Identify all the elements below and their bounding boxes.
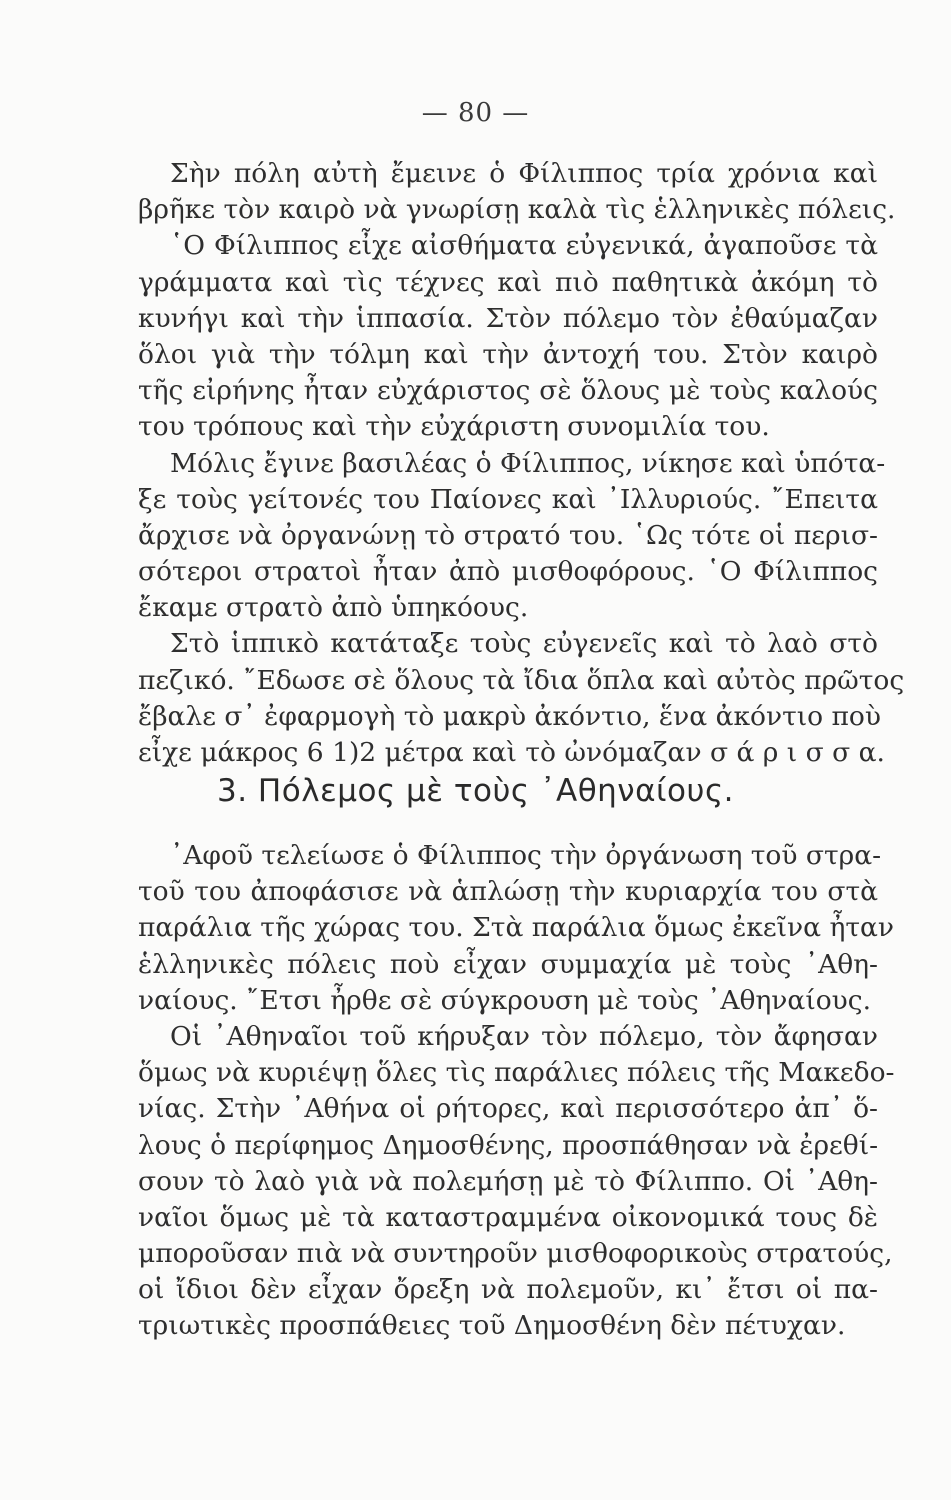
text-line: εἶχε μάκρος 6 1)2 μέτρα καὶ τὸ ὠνόμαζαν σ ά ρ ι σ σ α.: [138, 737, 885, 768]
text-line: σουν τὸ λαὸ γιὰ νὰ πολεμήσῃ μὲ τὸ Φίλιππο. Οἱ ᾿Αθη-: [138, 1165, 878, 1197]
text-line: ἑλληνικὲς πόλεις ποὺ εἶχαν συμμαχία μὲ τοὺς ᾿Αθη-: [138, 948, 878, 980]
text-line: πεζικό. ῎Εδωσε σὲ ὅλους τὰ ἴδια ὅπλα καὶ αὐτὸς πρῶτος: [138, 664, 905, 696]
text-line: οἱ ἴδιοι δὲν εἶχαν ὄρεξη νὰ πολεμοῦν, κι᾿ ἔτσι οἱ πα-: [138, 1274, 878, 1306]
text-line: κυνήγι καὶ τὴν ἱππασία. Στὸν πόλεμο τὸν ἐθαύμαζαν: [138, 302, 878, 334]
text-line: ναῖοι ὅμως μὲ τὰ καταστραμμένα οἰκονομικά τους δὲ: [138, 1201, 878, 1233]
text-line: ῾Ο Φίλιππος εἶχε αἰσθήματα εὐγενικά, ἀγαποῦσε τὰ: [170, 230, 878, 262]
text-line: ὅλοι γιὰ τὴν τόλμη καὶ τὴν ἀντοχή του. Στὸν καιρὸ: [138, 338, 878, 370]
text-line: τριωτικὲς προσπάθειες τοῦ Δημοσθένη δὲν πέτυχαν.: [138, 1310, 846, 1342]
text-line: ξε τοὺς γείτονές του Παίονες καὶ ᾿Ιλλυριούς. ῎Επειτα: [138, 483, 878, 515]
text-line: παράλια τῆς χώρας του. Στὰ παράλια ὅμως ἐκεῖνα ἦταν: [138, 912, 895, 944]
body-text-top: [138, 156, 905, 771]
text-line: λους ὁ περίφημος Δημοσθένης, προσπάθησαν νὰ ἐρεθί-: [138, 1129, 879, 1161]
text-line: βρῆκε τὸν καιρὸ νὰ γνωρίσῃ καλὰ τὶς ἑλληνικὲς πόλεις.: [138, 194, 896, 226]
text-line: ἔκαμε στρατὸ ἀπὸ ὑπηκόους.: [138, 592, 529, 624]
text-line: γράμματα καὶ τὶς τέχνες καὶ πιὸ παθητικὰ ἀκόμη τὸ: [138, 266, 878, 298]
text-line: νίας. Στὴν ᾿Αθήνα οἱ ρήτορες, καὶ περισσότερο ἀπ᾿ ὅ-: [138, 1093, 878, 1125]
text-line: σότεροι στρατοὶ ἦταν ἀπὸ μισθοφόρους. ῾Ο Φίλιππος: [138, 556, 878, 588]
text-line: τῆς εἰρήνης ἦταν εὐχάριστος σὲ ὅλους μὲ τοὺς καλούς: [138, 375, 878, 407]
text-line: Μόλις ἔγινε βασιλέας ὁ Φίλιππος, νίκησε καὶ ὑπότα-: [170, 447, 886, 479]
page-number: — 80 —: [421, 98, 530, 128]
text-line: μποροῦσαν πιὰ νὰ συντηροῦν μισθοφορικοὺς στρατούς,: [138, 1238, 893, 1270]
text-line: τοῦ του ἀποφάσισε νὰ ἁπλώσῃ τὴν κυριαρχία του στὰ: [138, 876, 878, 908]
text-line: ναίους. ῎Ετσι ἦρθε σὲ σύγκρουση μὲ τοὺς ᾿Αθηναίους.: [138, 984, 872, 1016]
text-line: του τρόπους καὶ τὴν εὐχάριστη συνομιλία του.: [138, 411, 770, 443]
text-line: Σὴν πόλη αὐτὴ ἔμεινε ὁ Φίλιππος τρία χρόνια καὶ: [170, 158, 878, 189]
section-heading: 3. Πόλεμος μὲ τοὺς ᾿Αθηναίους.: [216, 773, 734, 809]
text-line: Στὸ ἱππικὸ κατάταξε τοὺς εὐγενεῖς καὶ τὸ λαὸ στὸ: [170, 628, 878, 660]
text-line: ᾿Αφοῦ τελείωσε ὁ Φίλιππος τὴν ὀργάνωση τοῦ στρα-: [170, 840, 882, 871]
text-line: Οἱ ᾿Αθηναῖοι τοῦ κήρυξαν τὸν πόλεμο, τὸν ἄφησαν: [170, 1020, 878, 1052]
body-text-bottom: [138, 838, 895, 1345]
text-line: ἄρχισε νὰ ὀργανώνῃ τὸ στρατό του. ῾Ως τότε οἱ περισ-: [138, 519, 878, 551]
text-line: ἔβαλε σ᾿ ἐφαρμογὴ τὸ μακρὺ ἀκόντιο, ἕνα ἀκόντιο ποὺ: [138, 700, 881, 732]
text-line: ὅμως νὰ κυριέψῃ ὅλες τὶς παράλιες πόλεις τῆς Μακεδο-: [138, 1057, 895, 1089]
